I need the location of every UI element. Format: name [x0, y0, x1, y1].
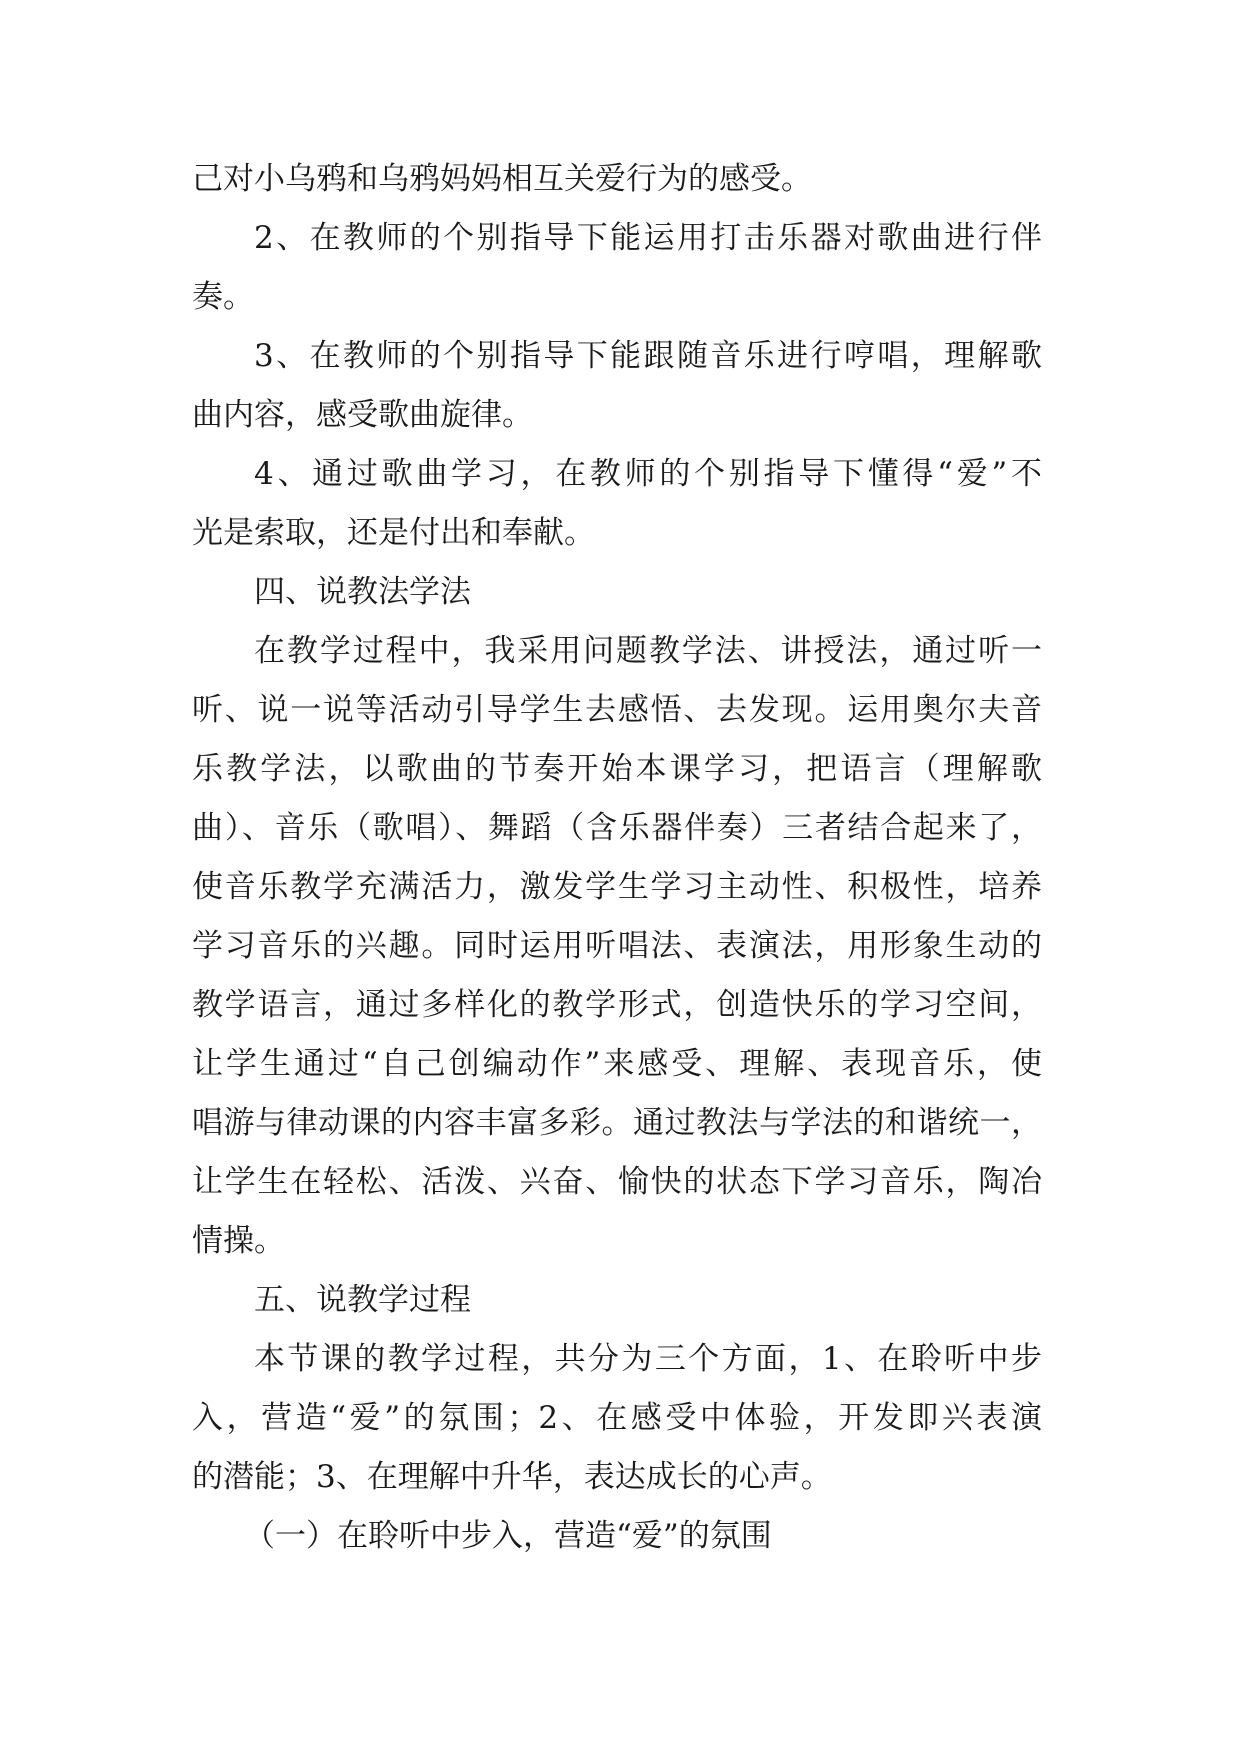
text-line: 曲）、音乐（歌唱）、舞蹈（含乐器伴奏）三者结合起来了， [192, 810, 1042, 846]
text-line: 听、说一说等活动引导学生去感悟、去发现。运用奥尔夫音 [192, 692, 1042, 728]
text-line: 入，营造“爱”的氛围；2、在感受中体验，开发即兴表演 [192, 1400, 1042, 1436]
section-heading-process: 五、说教学过程 [254, 1282, 471, 1318]
text-line: 使音乐教学充满活力，激发学生学习主动性、积极性，培养 [192, 869, 1042, 905]
text-line: 唱游与律动课的内容丰富多彩。通过教法与学法的和谐统一， [192, 1105, 1042, 1141]
text-line: 情操。 [192, 1223, 285, 1259]
objective-item-4: 4、通过歌曲学习，在教师的个别指导下懂得“爱”不 [254, 456, 1042, 492]
objective-item-3: 3、在教师的个别指导下能跟随音乐进行哼唱，理解歌 [254, 338, 1042, 374]
text-line: 学习音乐的兴趣。同时运用听唱法、表演法，用形象生动的 [192, 928, 1042, 964]
text-line: 让学生在轻松、活泼、兴奋、愉快的状态下学习音乐，陶冶 [192, 1164, 1042, 1200]
text-line: 曲内容，感受歌曲旋律。 [192, 397, 533, 433]
paragraph-start: 本节课的教学过程，共分为三个方面，1、在聆听中步 [254, 1341, 1042, 1377]
body-text [192, 150, 1042, 1566]
text-line: 己对小乌鸦和乌鸦妈妈相互关爱行为的感受。 [192, 161, 812, 197]
text-line: 光是索取，还是付出和奉献。 [192, 515, 595, 551]
text-line: 让学生通过“自己创编动作”来感受、理解、表现音乐，使 [192, 1046, 1042, 1082]
objective-item-2: 2、在教师的个别指导下能运用打击乐器对歌曲进行伴 [254, 220, 1042, 256]
text-line: 乐教学法，以歌曲的节奏开始本课学习，把语言（理解歌 [192, 751, 1042, 787]
subsection-heading-1: （一）在聆听中步入，营造“爱”的氛围 [244, 1518, 772, 1554]
paragraph-start: 在教学过程中，我采用问题教学法、讲授法，通过听一 [254, 633, 1042, 669]
section-heading-methods: 四、说教法学法 [254, 574, 471, 610]
text-line: 教学语言，通过多样化的教学形式，创造快乐的学习空间， [192, 987, 1042, 1023]
text-line: 的潜能；3、在理解中升华，表达成长的心声。 [192, 1459, 832, 1495]
text-line: 奏。 [192, 279, 254, 315]
